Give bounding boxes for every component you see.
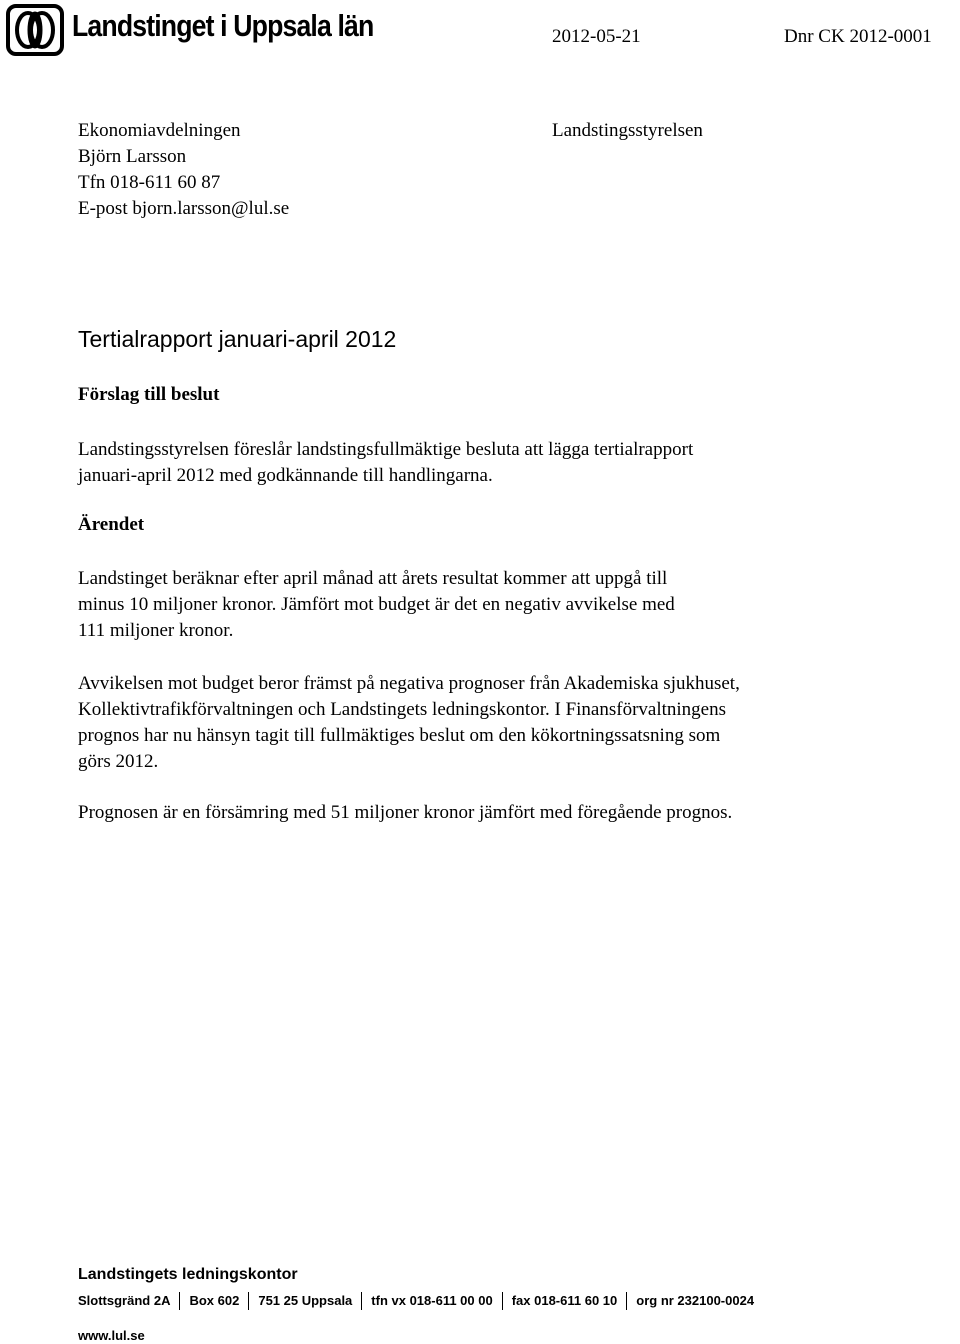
organization-logo (6, 4, 374, 56)
sender-name: Björn Larsson (78, 146, 187, 167)
paragraph-line: januari-april 2012 med godkännande till handlingarna. (78, 465, 493, 486)
county-emblem-icon (6, 4, 66, 56)
paragraph-line: Landstinget beräknar efter april månad att årets resultat kommer att uppgå till (78, 568, 668, 589)
decision-heading: Förslag till beslut (78, 384, 220, 405)
footer-contact-line (78, 1292, 763, 1310)
paragraph-line: Kollektivtrafikförvaltningen och Landstingets ledningskontor. I Finansförvaltningens (78, 699, 726, 720)
footer-postal: 751 25 Uppsala (248, 1292, 361, 1310)
document-title: Tertialrapport januari-april 2012 (78, 326, 397, 352)
footer-phone: tfn vx 018-611 00 00 (361, 1292, 501, 1310)
paragraph-line: Landstingsstyrelsen föreslår landstingsfullmäktige besluta att lägga tertialrapport (78, 439, 694, 460)
document-reference: Dnr CK 2012-0001 (784, 26, 932, 47)
footer-address: Slottsgränd 2A (78, 1293, 171, 1308)
footer-organization: Landstingets ledningskontor (78, 1266, 298, 1283)
organization-wordmark: Landstinget i Uppsala län (72, 8, 374, 43)
sender-block (78, 118, 289, 222)
matter-paragraph-1 (78, 566, 675, 644)
matter-paragraph-2 (78, 671, 740, 775)
recipient: Landstingsstyrelsen (552, 120, 703, 141)
sender-phone: Tfn 018-611 60 87 (78, 172, 221, 193)
paragraph-line: minus 10 miljoner kronor. Jämfört mot budget är det en negativ avvikelse med (78, 594, 675, 615)
paragraph-line: görs 2012. (78, 751, 159, 772)
decision-paragraph (78, 437, 693, 489)
document-date: 2012-05-21 (552, 26, 641, 47)
sender-email: E-post bjorn.larsson@lul.se (78, 198, 290, 219)
footer-website: www.lul.se (78, 1328, 145, 1343)
paragraph-line: 111 miljoner kronor. (78, 620, 234, 641)
paragraph-line: Avvikelsen mot budget beror främst på negativa prognoser från Akademiska sjukhuset, (78, 673, 740, 694)
footer-fax: fax 018-611 60 10 (502, 1292, 627, 1310)
footer-orgnr: org nr 232100-0024 (626, 1292, 763, 1310)
matter-heading: Ärendet (78, 514, 145, 535)
paragraph-line: prognos har nu hänsyn tagit till fullmäktiges beslut om den kökortningssatsning som (78, 725, 721, 746)
footer-box: Box 602 (179, 1292, 248, 1310)
matter-paragraph-3: Prognosen är en försämring med 51 miljoner kronor jämfört med föregående prognos. (78, 802, 733, 823)
sender-department: Ekonomiavdelningen (78, 120, 241, 141)
